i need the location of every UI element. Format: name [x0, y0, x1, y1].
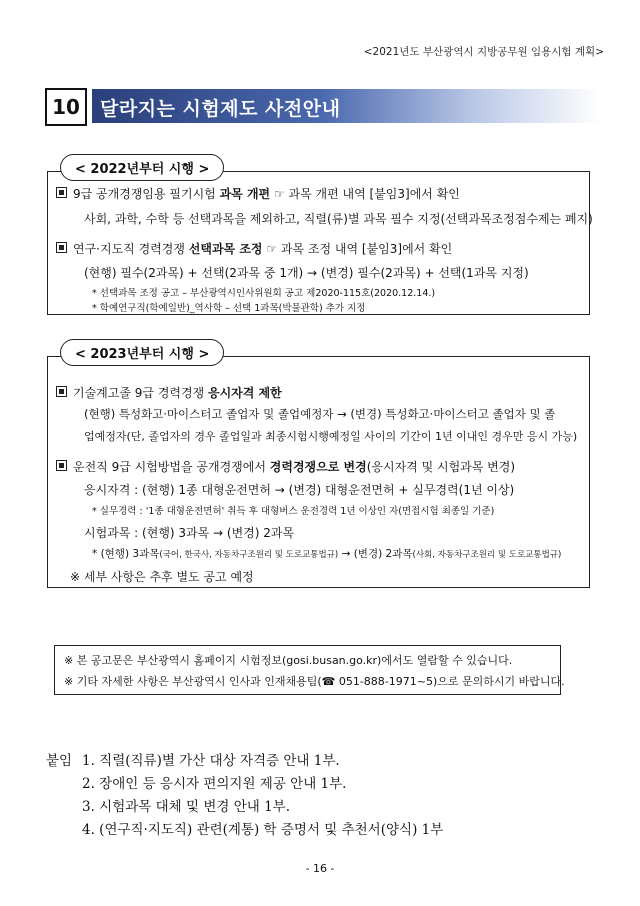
box-2022-item-1-detail: 사회, 과학, 수학 등 선택과목을 제외하고, 직렬(류)별 과목 필수 지정(선택과목조정점수제는 폐지) — [84, 212, 593, 226]
document-header-note: <2021년도 부산광역시 지방공무원 임용시험 계획> — [363, 46, 604, 58]
attachment-item: 1. 직렬(직류)별 가산 대상 자격증 안내 1부. — [82, 753, 340, 769]
box-2022-label: < 2022년부터 시행 > — [60, 154, 224, 181]
attachment-item: 2. 장애인 등 응시자 편의지원 제공 안내 1부. — [82, 776, 347, 792]
page-number: - 16 - — [305, 862, 335, 875]
notice-line-2: ※ 기타 자세한 사항은 부산광역시 인사과 인재채용팀(☎ 051-888-1971~5)으로 문의하시기 바랍니다. — [64, 675, 565, 688]
bullet-square-icon — [56, 386, 67, 397]
box-2022-item-1: 9급 공개경쟁임용 필기시험 과목 개편 ☞ 과목 개편 내역 [붙임3]에서 확인 — [56, 185, 460, 202]
box-2022-item-2-detail: (현행) 필수(2과목) + 선택(2과목 중 1개) → (변경) 필수(2과목) + 선택(1과목 지정) — [84, 266, 529, 280]
box-2023-item-1-line-1: (현행) 특성화고·마이스터고 졸업자 및 졸업예정자 → (변경) 특성화고·마이스터고 졸업자 및 졸 — [84, 407, 556, 421]
section-title-bar — [92, 89, 600, 123]
attachments-label: 붙임 — [46, 753, 73, 769]
box-2022-note-2: * 학예연구직(학예일반)_역사학 – 선택 1과목(박물관학) 추가 지정 — [92, 303, 366, 314]
box-2023-subjects-note: * (현행) 3과목(국어, 한국사, 자동차구조원리 및 도로교통법규) → (변경) 2과목(사회, 자동차구조원리 및 도로교통법규) — [92, 548, 562, 560]
section-number: 10 — [45, 88, 87, 126]
attachment-item: 3. 시험과목 대체 및 변경 안내 1부. — [82, 799, 290, 815]
box-2023-item-2: 운전직 9급 시험방법을 공개경쟁에서 경력경쟁으로 변경(응시자격 및 시험과목 변경) — [56, 458, 515, 475]
bullet-square-icon — [56, 460, 67, 471]
box-2023-item-1-line-2: 업예정자(단, 졸업자의 경우 졸업일과 최종시험시행예정일 사이의 기간이 1년 이내인 경우만 응시 가능) — [84, 430, 578, 443]
box-2023-item-1: 기술계고졸 9급 경력경쟁 응시자격 제한 — [56, 384, 282, 401]
box-2023-qualification: 응시자격 : (현행) 1종 대형운전면허 → (변경) 대형운전면허 + 실무경력(1년 이상) — [84, 483, 515, 497]
attachment-item: 4. (연구직·지도직) 관련(계통) 학 증명서 및 추천서(양식) 1부 — [82, 822, 444, 838]
section-title — [45, 88, 600, 124]
section-title-text: 달라지는 시험제도 사전안내 — [100, 98, 341, 120]
notice-line-1: ※ 본 공고문은 부산광역시 홈페이지 시험정보(gosi.busan.go.kr)에서도 열람할 수 있습니다. — [64, 654, 513, 667]
box-2023-footnote: ※ 세부 사항은 추후 별도 공고 예정 — [70, 570, 254, 584]
box-2023-qualification-note: * 실무경력 : '1종 대형운전면허' 취득 후 대형버스 운전경력 1년 이상인 자(면접시험 최종일 기준) — [92, 506, 495, 517]
box-2022-item-2: 연구·지도직 경력경쟁 선택과목 조정 ☞ 과목 조정 내역 [붙임3]에서 확인 — [56, 240, 452, 257]
box-2022-note-1: * 선택과목 조정 공고 – 부산광역시인사위원회 공고 제2020-115호(2020.12.14.) — [92, 288, 436, 299]
bullet-square-icon — [56, 187, 67, 198]
box-2023-label: < 2023년부터 시행 > — [60, 339, 224, 366]
box-2023-subjects: 시험과목 : (현행) 3과목 → (변경) 2과목 — [84, 526, 295, 540]
bullet-square-icon — [56, 242, 67, 253]
